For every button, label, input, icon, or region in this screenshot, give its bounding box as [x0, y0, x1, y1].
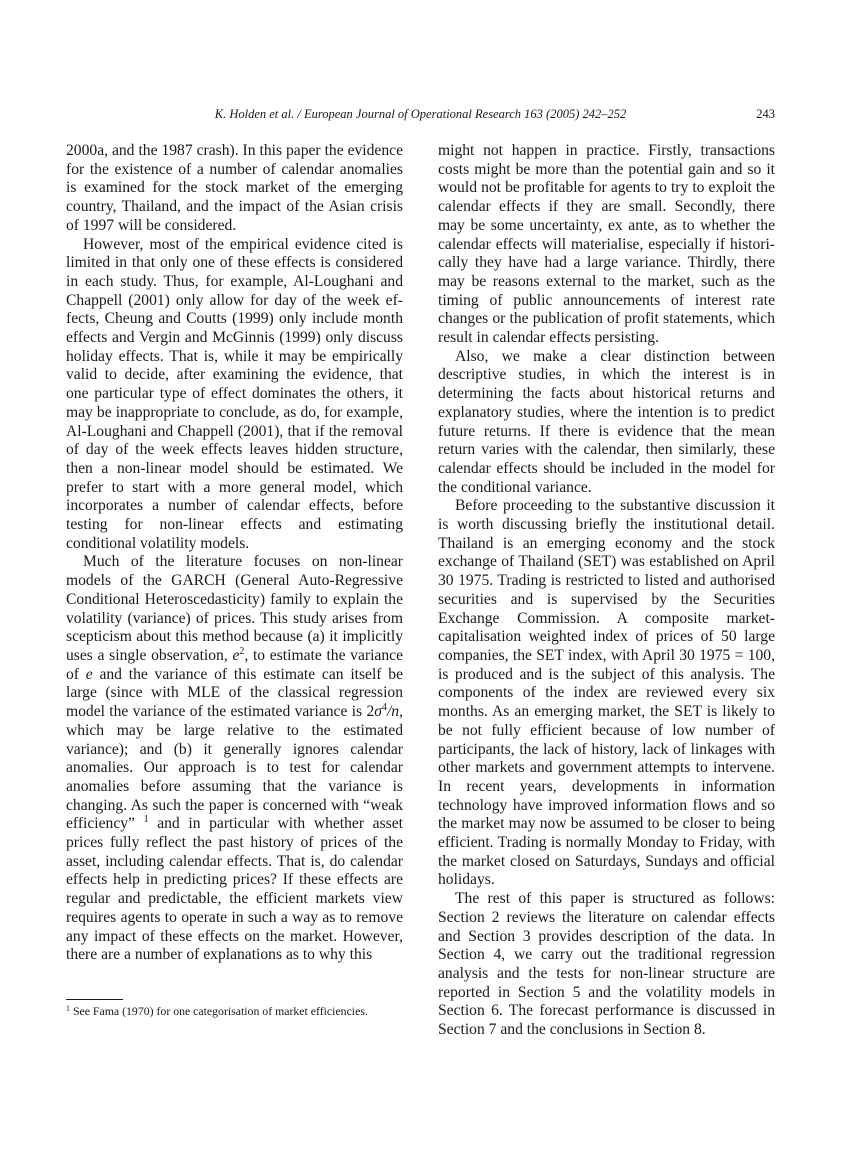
p3-over-n: /n	[386, 703, 400, 721]
right-paragraph-2: Also, we make a clear distinction between descriptive studies, in which the interest is in determining the facts about historical returns and explanatory studies, where the intention is to predict future returns. If there is evidence that the mean return varies with the calendar, then similarly, these calendar effects should be included in the model for the conditional variance.	[438, 347, 775, 496]
right-paragraph-4: The rest of this paper is structured as follows: Section 2 reviews the literature on calendar effects and Section 3 provides description of the data. In Section 4, we carry out the traditional regression analysis and the tests for non-linear structure are reported in Section 5 and the volatility models in Section 6. The forecast performance is discussed in Section 7 and the conclusions in Section 8.	[438, 890, 775, 1039]
p3-sigma: σ	[374, 703, 382, 721]
p3-exponent-2: 2	[239, 645, 245, 657]
left-column	[66, 142, 403, 965]
p3-text-b: , to estimate the variance of	[66, 646, 403, 683]
p3-text-c: and the variance of this estimate can itself be large (since with MLE of the classical regression model the variance of the estimated variance is 2	[66, 665, 403, 721]
p3-var-e: e	[232, 646, 240, 664]
p3-text-e: and in particular with whether asset prices fully reflect the past history of prices of the asset, including calendar effects. That is, do calendar effects help in predicting prices? If these effects are regular and predictable, the efficient markets view requires agents to operate in such a way as to remove any impact of these effects on the market. However, there are a number of explanations as to why this	[66, 815, 403, 964]
left-paragraph-2: However, most of the empirical evidence cited is limited in that only one of these effects is considered in each study. Thus, for example, Al-Loughani and Chappell (2001) only allow for day of the week effects, Cheung and Coutts (1999) only include month effects and Vergin and McGinnis (1999) only discuss holiday effects. That is, while it may be empirically valid to decide, after examining the evidence, that one particular type of effect dominates the others, it may be inappropriate to conclude, as do, for example, Al-Loughani and Chappell (2001), that if the removal of day of the week effects leaves hidden structure, then a non-linear model should be estimated. We prefer to start with a more general model, which incorporates a number of calendar effects, before testing for non-linear effects and estimating conditional volatility models.	[66, 235, 403, 552]
left-paragraph-1: 2000a, and the 1987 crash). In this paper the evidence for the existence of a number of calendar anomalies is examined for the stock market of the emerging country, Thailand, and the impact of the Asian crisis of 1997 will be considered.	[66, 142, 403, 234]
p3-var-e2: e	[85, 665, 93, 683]
right-column	[438, 142, 775, 1040]
left-paragraph-3	[66, 553, 403, 964]
footnote-reference[interactable]: 1	[143, 814, 149, 826]
right-paragraph-3: Before proceeding to the substantive discussion it is worth discussing briefly the institutional detail. Thailand is an emerging economy and the stock exchange of Thailand (SET) was established on April 30 1975. Trading is restricted to listed and authorised securities and is supervised by the Securities Exchange Commission. A composite market-capitalisation weighted index of prices of 50 large companies, the SET index, with April 30 1975 = 100, is produced and is the subject of this analysis. The components of the index are reviewed every six months. As an emerging market, the SET is likely to be not fully efficient because of low number of participants, the lack of history, lack of linkages with other markets and government attempts to intervene. In recent years, developments in information technology have improved information flows and so the market may now be assumed to be closer to being efficient. Trading is normally Monday to Friday, with the market closed on Saturdays, Sundays and official holidays.	[438, 497, 775, 889]
p3-text-a: Much of the literature focuses on non-linear models of the GARCH (General Auto-Regressive Conditional Heteroscedasticity) family to explain the volatility (variance) of prices. This study arises from scepticism about this method because (a) it implicitly uses a single observation,	[66, 553, 403, 664]
footnote-divider	[66, 999, 123, 1000]
p3-exponent-4: 4	[381, 702, 387, 714]
footnote-text: See Fama (1970) for one categorisation of market efficiencies.	[70, 1004, 368, 1018]
footnote-mark: 1	[66, 1004, 70, 1013]
running-header	[66, 107, 775, 125]
p3-text-d: , which may be large relative to the estimated variance); and (b) it generally ignores calendar anomalies. Our approach is to test for calendar anomalies before assuming that the variance is changing. As such the paper is concerned with “weak efficiency”	[66, 703, 403, 833]
footnote	[66, 1004, 403, 1019]
running-title: K. Holden et al. / European Journal of Operational Research 163 (2005) 242–252	[214, 107, 627, 121]
page-number: 243	[756, 107, 775, 121]
right-paragraph-1: might not happen in practice. Firstly, transactions costs might be more than the potential gain and so it would not be profitable for agents to try to exploit the calendar effects if they are small. Secondly, there may be some uncertainty, ex ante, as to whether the calendar effects will materialise, especially if historically they have had a large variance. Thirdly, there may be reasons external to the market, such as the timing of public announcements of interest rate changes or the publication of profit statements, which result in calendar effects persisting.	[438, 142, 775, 347]
